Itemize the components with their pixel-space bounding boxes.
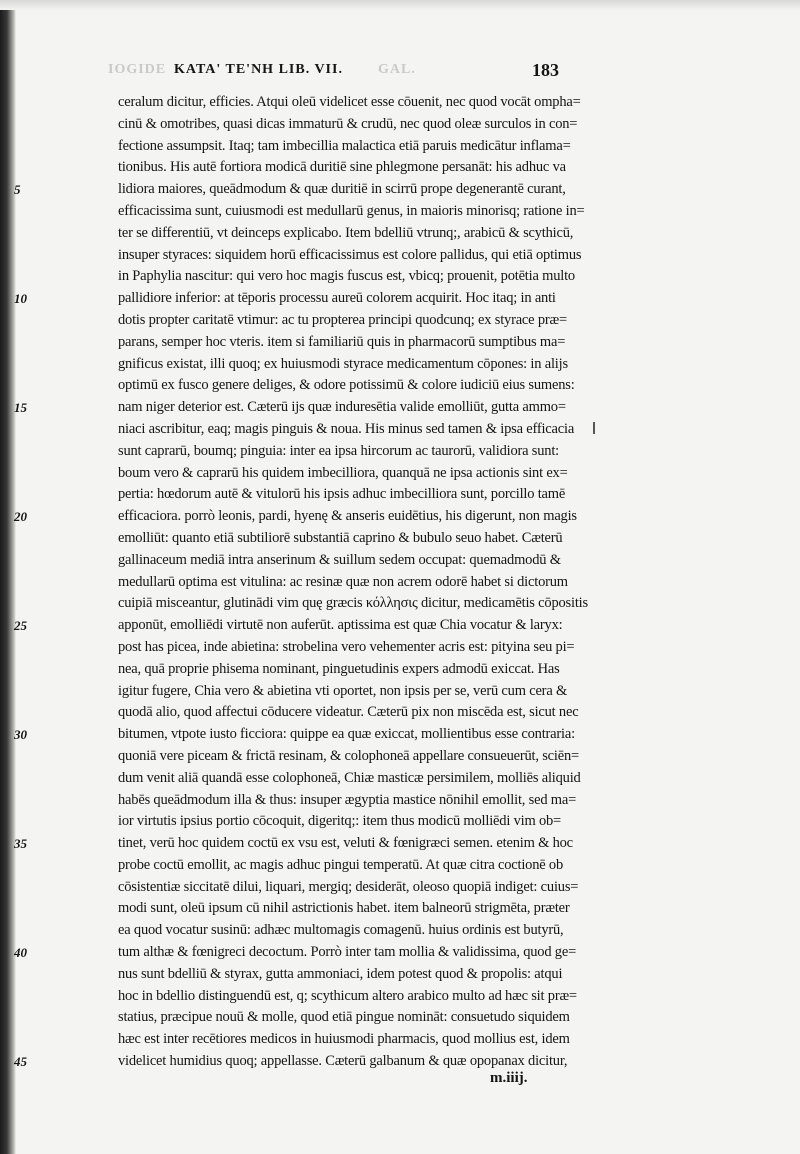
text-line: lidiora maiores, queādmodum & quæ duritiē in scirrū prope degenerantē curant,	[118, 181, 566, 198]
text-line: pertia: hœdorum autē & vitulorū his ipsis adhuc imbecilliora sunt, porcillo tamē	[118, 486, 566, 503]
text-line: dotis propter caritatē vtimur: ac tu propterea principi quodcunq; ex styrace præ=	[118, 311, 567, 328]
text-line: in Paphylia nascitur: qui vero hoc magis fuscus est, vbicq; prouenit, potētia multo	[118, 268, 575, 285]
margin-mark	[593, 422, 595, 434]
text-line: emolliūt: quanto etiā subtiliorē substantiā caprino & bubulo seuo habet. Cæterū	[118, 529, 563, 546]
body-text	[118, 92, 718, 1073]
line-number: 45	[14, 1054, 27, 1070]
text-line: ior virtutis ipsius portio cōcoquit, digeritq;: item thus modicū molliēdi vim ob=	[118, 813, 562, 830]
text-line: videlicet humidius quoq; appellasse. Cæterū galbanum & quæ opopanax dicitur,	[118, 1053, 568, 1070]
text-line: optimū ex fusco genere deliges, & odore potissimū & colore iudiciū eius sumens:	[118, 377, 575, 394]
text-line: bitumen, vtpote iusto ficciora: quippe ea quæ exiccat, mollientibus esse contraria:	[118, 726, 575, 743]
text-line: efficaciora. porrò leonis, pardi, hyenę & anseris euidētius, his digerunt, non magis	[118, 508, 577, 525]
text-line: ceralum dicitur, efficies. Atqui oleū videlicet esse cōuenit, nec quod vocāt ompha=	[118, 94, 581, 110]
text-line: post has picea, inde abietina: strobelina vero vehementer acris est: pityina seu pi=	[118, 638, 575, 655]
line-number: 10	[14, 291, 27, 307]
text-line: nus sunt bdelliū & styrax, gutta ammoniaci, idem potest quod & propolis: atqui	[118, 965, 563, 982]
line-number: 15	[14, 400, 27, 416]
text-line: medullarū optima est vitulina: ac resinæ quæ non acrem odorē habet si dictorum	[118, 573, 568, 590]
text-line: cōsistentiæ siccitatē dilui, liquari, mergiq; desiderāt, oleoso quopiā indiget: cuius=	[118, 878, 579, 895]
text-line: hæc est inter recētiores medicos in huiusmodi pharmacis, quod mollius est, idem	[118, 1031, 570, 1048]
text-line: statius, præcipue nouū & molle, quod etiā pingue nomināt: consuetudo siquidem	[118, 1009, 570, 1026]
running-head-title: KATA' TE'NH LIB. VII.	[174, 62, 343, 77]
page-top-shadow	[0, 0, 800, 10]
text-line: apponūt, emolliēdi virtutē non auferūt. aptissima est quæ Chia vocatur & laryx:	[118, 617, 563, 634]
text-line: habēs queādmodum illa & thus: insuper ægyptia mastice nōnihil emollit, sed ma=	[118, 791, 577, 808]
text-line: probe coctū emollit, ac magis adhuc pingui temperatū. At quæ citra coctionē ob	[118, 856, 564, 873]
text-line: cinū & omotribes, quasi dicas immaturū & crudū, nec quod oleæ surculos in con=	[118, 115, 578, 132]
text-line: nam niger deterior est. Cæterū ijs quæ induresētia valide emolliūt, gutta ammo=	[118, 399, 566, 416]
text-line: nea, quā proprie phisema nominant, pinguetudinis expers admodū exiccat. Has	[118, 660, 560, 677]
line-number: 20	[14, 509, 27, 525]
line-number: 35	[14, 836, 27, 852]
folio-number: 183	[532, 60, 559, 80]
text-line: insuper styraces: siquidem horū efficacissimus est colore pallidus, qui etiā optimus	[118, 246, 582, 263]
text-line: gallinaceum mediā intra anserinum & suillum sedem occupat: quemadmodū &	[118, 551, 561, 568]
text-line: tum althæ & fœnigreci decoctum. Porrò inter tam mollia & validissima, quod ge=	[118, 944, 577, 961]
page-gutter-shadow	[0, 0, 16, 1154]
text-line: quodā alio, quod affectui cōducere videatur. Cæterū pix non miscēda est, sicut nec	[118, 704, 579, 721]
text-line: hoc in bdellio distinguendū est, q; scythicum altero arabico multo ad hæc sit præ=	[118, 987, 577, 1004]
text-line: sunt caprarū, boumq; pinguia: inter ea ipsa hircorum ac taurorū, validiora sunt:	[118, 442, 560, 459]
running-head	[108, 58, 708, 84]
line-number: 5	[14, 182, 21, 198]
signature-mark: m.iiij.	[490, 1070, 528, 1086]
text-line: efficacissima sunt, cuiusmodi est medullarū genus, in maioris minorisq; ratione in=	[118, 202, 585, 219]
text-line: tinet, verū hoc quidem coctū ex vsu est, veluti & fœnigræci semen. etenim & hoc	[118, 835, 573, 852]
text-line: tionibus. His autē fortiora modicā duritiē sine phlegmone persanāt: his adhuc va	[118, 159, 566, 176]
line-number: 40	[14, 945, 27, 961]
text-line: niaci ascribitur, eaq; magis pinguis & noua. His minus sed tamen & ipsa efficacia	[118, 420, 575, 437]
text-line: fectione assumpsit. Itaq; tam imbecillia malactica etiā paruis medicātur inflama=	[118, 137, 571, 154]
show-through-text-left: IOGIDE	[108, 62, 167, 77]
text-line: quoniā vere piceam & frictā resinam, & colophoneā appellare consueuerūt, sciēn=	[118, 747, 579, 764]
text-line: ea quod vocatur susinū: adhæc multomagis comagenū. huius ordinis est butyrū,	[118, 922, 564, 939]
text-line: igitur fugere, Chia vero & abietina vti oportet, non ipsis per se, verū cum cera &	[118, 682, 568, 699]
text-line: cuipiā misceantur, glutinādi vim quę græcis κόλλησις dicitur, medicamētis cōpositis	[118, 595, 588, 612]
text-line: boum vero & caprarū his quidem imbecilliora, quanquā ne ipsa actionis sint ex=	[118, 464, 568, 481]
line-number: 30	[14, 727, 27, 743]
text-line: pallidiore inferior: at tēporis processu aureū colorem acquirit. Hoc itaq; in anti	[118, 290, 556, 307]
text-line: parans, semper hoc vteris. item si familiariū quis in pharmacorū sumptibus ma=	[118, 333, 566, 350]
line-number: 25	[14, 618, 27, 634]
text-line: dum venit aliā quandā esse colophoneā, Chiæ masticæ persimilem, molliēs aliquid	[118, 769, 581, 786]
text-line: gnificus existat, illi quoq; ex huiusmodi styrace medicamentum cōpones: in alijs	[118, 355, 568, 372]
show-through-text-right: GAL.	[378, 62, 416, 77]
text-line: ter se differentiū, vt deinceps explicabo. Item bdelliū vtrunq;, arabicū & scythicū,	[118, 224, 574, 241]
text-line: modi sunt, oleū ipsum cū nihil astrictionis habet. item balneorū strigmēta, præter	[118, 900, 570, 917]
